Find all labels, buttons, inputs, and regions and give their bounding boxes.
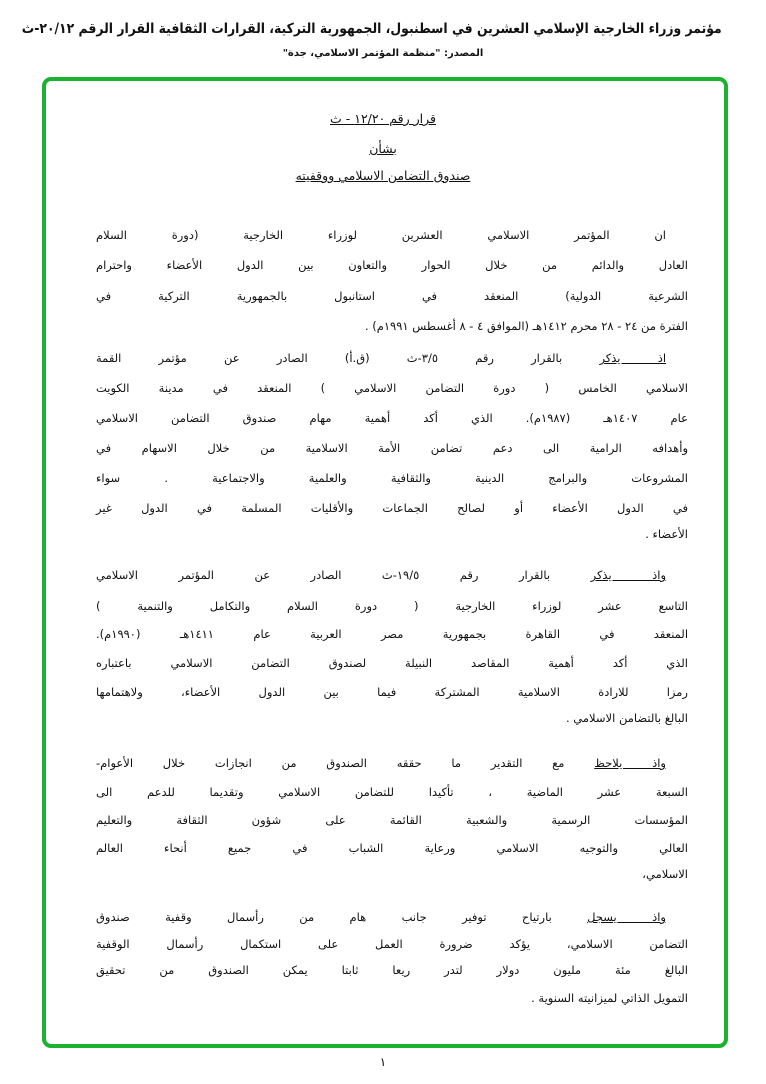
paragraph-line: العادل والدائم من خلال الحوار والتعاون بين الدول الأعضاء واحترام	[96, 258, 688, 272]
paragraph-line: وأهدافه الرامية الى دعم تضامن الأمة الاسلامية من خلال الاسهام في	[96, 441, 688, 455]
document-source	[0, 47, 766, 61]
resolution-regarding: بشأن	[369, 141, 397, 156]
paragraph-text: بالقرار رقم ٣/٥-ث (ق.أ) الصادر عن مؤتمر القمة	[96, 351, 563, 365]
paragraph-line	[96, 755, 666, 771]
paragraph-line: رمزا للارادة الاسلامية المشتركة فيما بين الدول الأعضاء، ولاهتمامها	[96, 685, 688, 699]
paragraph-line: الأعضاء .	[645, 527, 688, 541]
paragraph-lead: واذ يلاحظ	[594, 756, 666, 770]
paragraph-line: الذي أكد أهمية المقاصد النبيلة لصندوق التضامن الاسلامي باعتباره	[96, 656, 688, 670]
paragraph-line: المنعقد في القاهرة بجمهورية مصر العربية عام ١٤١١هـ (١٩٩٠م).	[96, 627, 689, 641]
paragraph-line: الفترة من ٢٤ - ٢٨ محرم ١٤١٢هـ (الموافق ٤ - ٨ أغسطس ١٩٩١م) .	[364, 319, 688, 333]
paragraph-line: السبعة عشر الماضية ، تأكيدا للتضامن الاسلامي وتقديما للدعم الى	[96, 785, 688, 799]
paragraph-line: البالغ بالتضامن الاسلامي .	[566, 711, 688, 725]
paragraph-text: مع التقدير ما حققه الصندوق من انجازات خلال الأعوام-	[96, 756, 565, 770]
paragraph-lead: واذ يذكر	[590, 568, 667, 582]
paragraph-lead: اذ يذكر	[599, 351, 667, 365]
paragraph-line: البالغ مئة مليون دولار لتدر ريعا ثابتا يمكن الصندوق من تحقيق	[96, 963, 688, 977]
paragraph-line	[96, 350, 666, 366]
paragraph-line: المؤسسات الرسمية والشعبية القائمة على شؤون الثقافة والتعليم	[96, 813, 688, 827]
paragraph-line	[96, 909, 666, 925]
paragraph-line: التمويل الذاتي لميزانيته السنوية .	[531, 991, 688, 1005]
paragraph-line: التضامن الاسلامي، يؤكد ضرورة العمل على استكمال رأسمال الوقفية	[96, 937, 688, 951]
paragraph-text: بارتياح توفير جانب هام من رأسمال وقفية صندوق	[96, 910, 552, 924]
document-source-text: المصدر: "منظمة المؤتمر الاسلامي، جدة"	[282, 48, 484, 59]
paragraph-line: في الدول الأعضاء أو لصالح الجماعات والأقليات المسلمة في الدول غير	[96, 501, 688, 515]
paragraph-line: العالي والتوجيه الاسلامي ورعاية الشباب في جميع أنحاء العالم	[96, 841, 688, 855]
document-title-text: مؤتمر وزراء الخارجية الإسلامي العشرين في اسطنبول، الجمهورية التركية، القرارات الثقافية القرار الرقم ٢٠/١٢-ث	[21, 21, 722, 37]
resolution-subject: صندوق التضامن الاسلامي ووقفيته	[295, 168, 471, 183]
paragraph-line	[96, 227, 666, 243]
paragraph-lead: واذ يسجل	[587, 910, 666, 924]
paragraph-text: بالقرار رقم ١٩/٥-ث الصادر عن المؤتمر الاسلامي	[96, 568, 551, 582]
document-title	[0, 20, 766, 38]
document-frame	[42, 77, 728, 1048]
paragraph-line: الشرعية الدولية) المنعقد في استانبول بالجمهورية التركية في	[96, 289, 688, 303]
paragraph-line: المشروعات والبرامج الدينية والثقافية والعلمية والاجتماعية . سواء	[96, 471, 688, 485]
resolution-number: قرار رقم ١٢/٢٠ - ث	[330, 111, 436, 126]
paragraph-line: عام ١٤٠٧هـ (١٩٨٧م). الذي أكد أهمية مهام صندوق التضامن الاسلامي	[96, 411, 688, 425]
paragraph-line: الاسلامي الخامس ( دورة التضامن الاسلامي ) المنعقد في مدينة الكويت	[96, 381, 688, 395]
paragraph-line: الاسلامي،	[642, 867, 688, 881]
paragraph-line	[96, 567, 666, 583]
paragraph-line: التاسع عشر لوزراء الخارجية ( دورة السلام والتكامل والتنمية )	[96, 599, 688, 613]
paragraph-text: ان المؤتمر الاسلامي العشرين لوزراء الخارجية (دورة السلام	[96, 228, 666, 242]
page-number: ١	[379, 1055, 387, 1069]
